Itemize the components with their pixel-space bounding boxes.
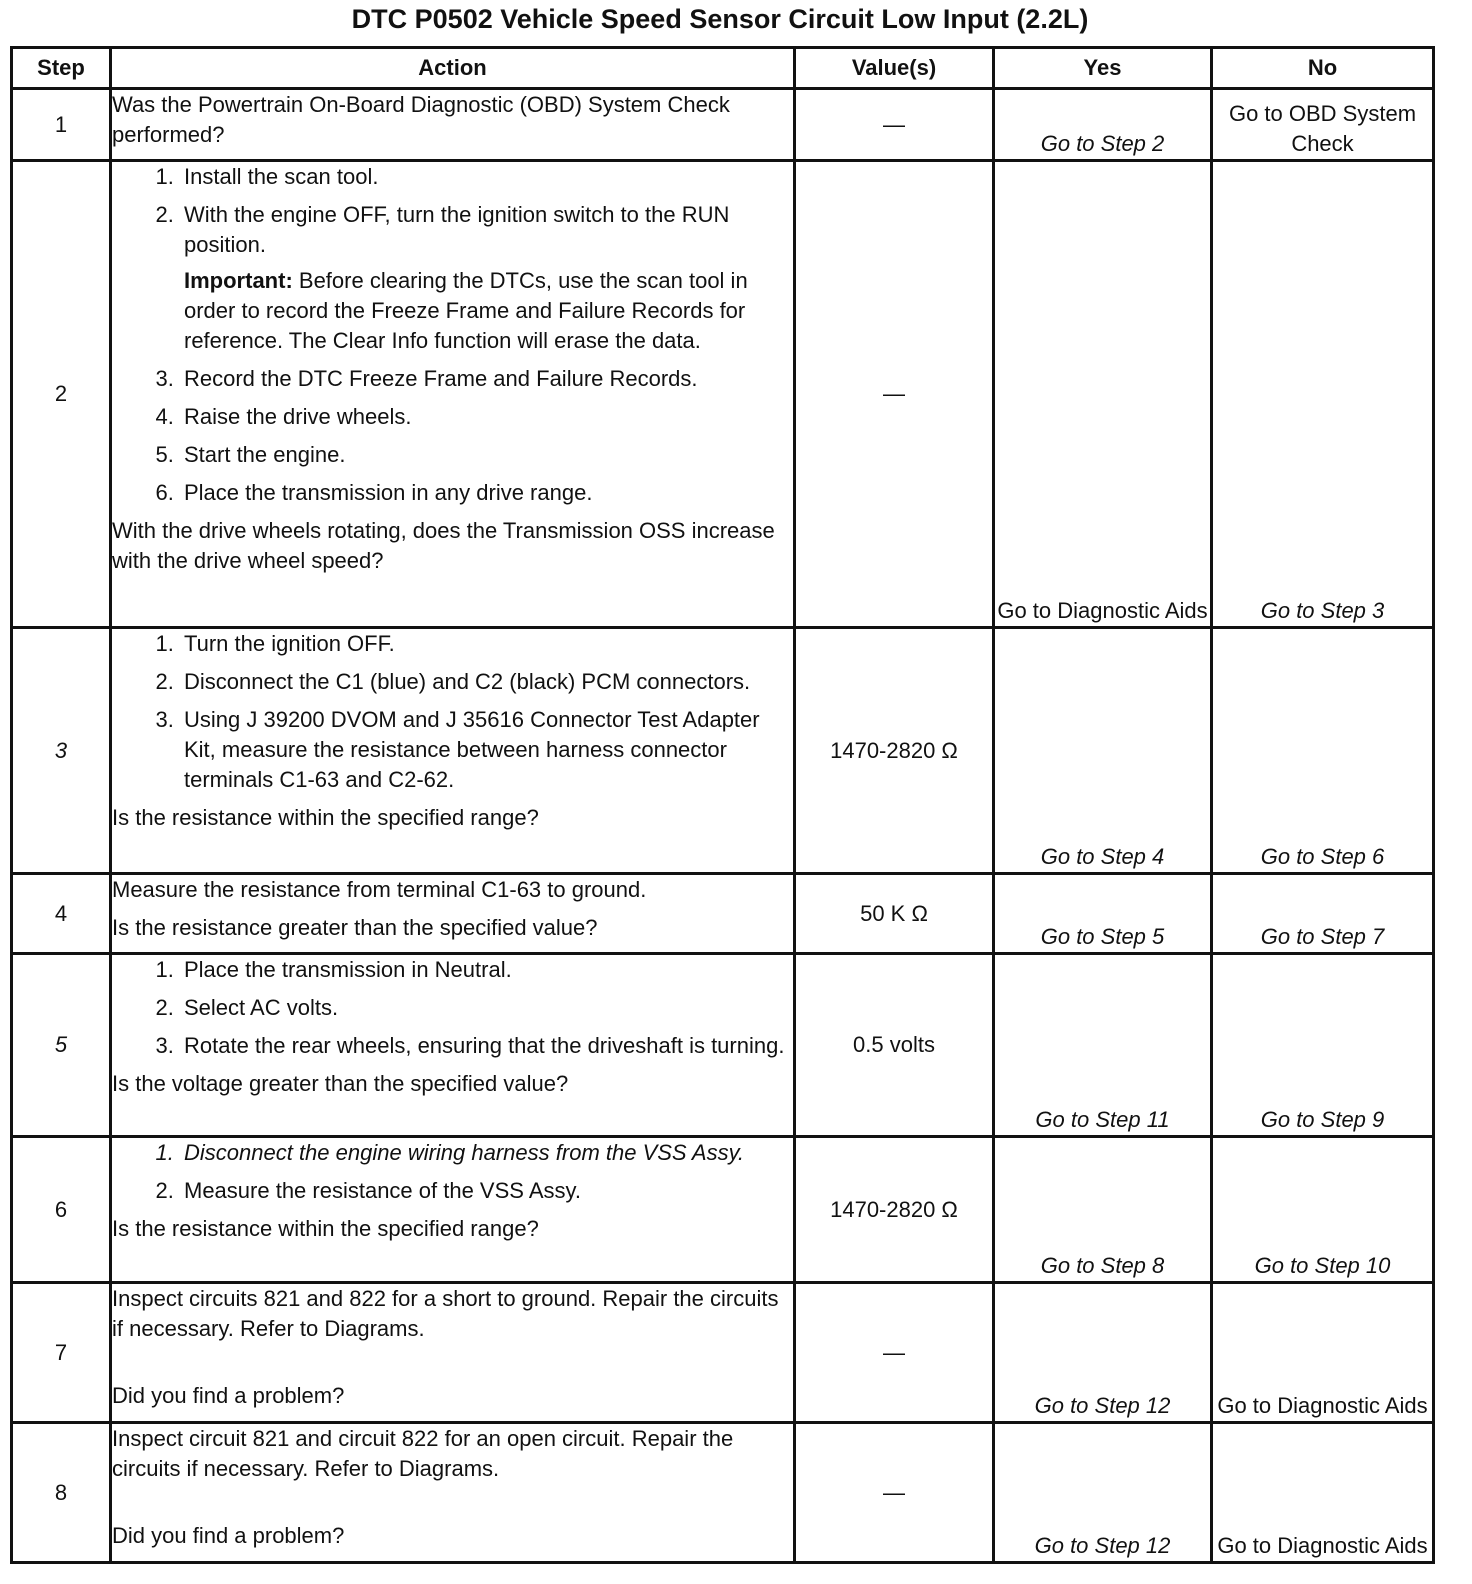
action-cell (111, 874, 795, 954)
value-cell: — (795, 1423, 994, 1563)
procedure-item: 3. Record the DTC Freeze Frame and Failure Records. (180, 364, 793, 394)
action-cell (111, 1423, 795, 1563)
yes-cell (994, 954, 1212, 1137)
yes-cell (994, 1423, 1212, 1563)
yes-outcome: Go to Step 4 (1040, 844, 1165, 869)
procedure-item: 1. Disconnect the engine wiring harness from the VSS Assy. (180, 1138, 793, 1168)
important-label: Important: (184, 268, 293, 293)
yes-cell (994, 874, 1212, 954)
action-question: Did you find a problem? (112, 1523, 345, 1548)
header-action: Action (111, 48, 795, 89)
yes-outcome: Go to Step 12 (1034, 1393, 1171, 1418)
procedure-item: 2. With the engine OFF, turn the ignition switch to the RUN position. (180, 200, 793, 260)
step-number: 2 (12, 161, 111, 628)
action-cell (111, 161, 795, 628)
step-number: 7 (12, 1283, 111, 1423)
yes-cell (994, 89, 1212, 161)
yes-cell (994, 1137, 1212, 1283)
procedure-list (112, 955, 793, 1061)
procedure-item: 4. Raise the drive wheels. (180, 402, 793, 432)
yes-cell (994, 1283, 1212, 1423)
yes-outcome: Go to Step 8 (1040, 1253, 1165, 1278)
table-header-row (12, 48, 1434, 89)
value-cell: — (795, 89, 994, 161)
value-cell: 1470-2820 Ω (795, 1137, 994, 1283)
procedure-item: 3. Rotate the rear wheels, ensuring that the driveshaft is turning. (180, 1031, 793, 1061)
table-row (12, 161, 1434, 628)
action-cell (111, 1283, 795, 1423)
header-values: Value(s) (795, 48, 994, 89)
action-question: Is the resistance within the specified range? (112, 1216, 539, 1241)
action-text: Inspect circuit 821 and circuit 822 for an open circuit. Repair the circuits if necessary. Refer to Diagrams. (112, 1426, 734, 1481)
action-text: Inspect circuits 821 and 822 for a short to ground. Repair the circuits if necessary. Refer to Diagrams. (112, 1286, 779, 1341)
no-cell (1212, 1423, 1434, 1563)
yes-outcome: Go to Step 11 (1035, 1107, 1170, 1132)
value-cell: 1470-2820 Ω (795, 628, 994, 874)
no-outcome: Go to Step 10 (1254, 1253, 1391, 1278)
step-number: 4 (12, 874, 111, 954)
no-outcome: Go to OBD System Check (1228, 101, 1417, 156)
table-row (12, 628, 1434, 874)
action-question: Is the voltage greater than the specified value? (112, 1071, 569, 1096)
no-outcome: Go to Diagnostic Aids (1217, 1393, 1428, 1418)
no-outcome: Go to Step 7 (1260, 924, 1385, 949)
header-yes: Yes (994, 48, 1212, 89)
step-number: 6 (12, 1137, 111, 1283)
table-row (12, 89, 1434, 161)
procedure-item: 1. Place the transmission in Neutral. (180, 955, 793, 985)
action-cell (111, 954, 795, 1137)
no-outcome: Go to Diagnostic Aids (1217, 1533, 1428, 1558)
procedure-item: 1. Install the scan tool. (180, 162, 793, 192)
yes-outcome: Go to Step 5 (1040, 924, 1165, 949)
action-cell (111, 1137, 795, 1283)
value-cell: — (795, 1283, 994, 1423)
procedure-item: 5. Start the engine. (180, 440, 793, 470)
procedure-item: 3. Using J 39200 DVOM and J 35616 Connector Test Adapter Kit, measure the resistance between harness connector terminals C1-63 and C2-62. (180, 705, 793, 795)
no-cell (1212, 89, 1434, 161)
header-no: No (1212, 48, 1434, 89)
diagnostic-table (10, 46, 1435, 1564)
important-text: Before clearing the DTCs, use the scan tool in order to record the Freeze Frame and Failure Records for reference. The Clear Info function will erase the data. (184, 268, 748, 353)
procedure-list (112, 629, 793, 795)
no-outcome: Go to Step 9 (1260, 1107, 1385, 1132)
action-text: Measure the resistance from terminal C1-63 to ground. (112, 877, 647, 902)
procedure-item: 2. Disconnect the C1 (blue) and C2 (black) PCM connectors. (180, 667, 793, 697)
procedure-item: 6. Place the transmission in any drive range. (180, 478, 793, 508)
yes-cell (994, 628, 1212, 874)
procedure-list (112, 364, 793, 508)
step-number: 5 (12, 954, 111, 1137)
table-row (12, 1423, 1434, 1563)
action-question: With the drive wheels rotating, does the Transmission OSS increase with the drive wheel speed? (112, 518, 775, 573)
value-cell: 50 K Ω (795, 874, 994, 954)
table-row (12, 874, 1434, 954)
yes-cell (994, 161, 1212, 628)
value-cell: — (795, 161, 994, 628)
action-cell (111, 89, 795, 161)
no-outcome: Go to Step 6 (1260, 844, 1385, 869)
yes-outcome: Go to Step 2 (1040, 131, 1165, 156)
no-outcome: Go to Step 3 (1260, 598, 1385, 623)
document-title: DTC P0502 Vehicle Speed Sensor Circuit Low Input (2.2L) (351, 4, 1089, 34)
action-cell (111, 628, 795, 874)
no-cell (1212, 161, 1434, 628)
no-cell (1212, 954, 1434, 1137)
value-cell: 0.5 volts (795, 954, 994, 1137)
procedure-list (112, 1138, 793, 1206)
procedure-list (112, 162, 793, 260)
header-step: Step (12, 48, 111, 89)
table-row (12, 1283, 1434, 1423)
yes-outcome: Go to Diagnostic Aids (997, 598, 1208, 623)
important-note (184, 266, 793, 356)
table-row (12, 1137, 1434, 1283)
yes-outcome: Go to Step 12 (1034, 1533, 1171, 1558)
no-cell (1212, 628, 1434, 874)
procedure-item: 1. Turn the ignition OFF. (180, 629, 793, 659)
step-number: 1 (12, 89, 111, 161)
step-number: 3 (12, 628, 111, 874)
no-cell (1212, 874, 1434, 954)
action-question: Is the resistance greater than the specified value? (112, 915, 598, 940)
procedure-item: 2. Select AC volts. (180, 993, 793, 1023)
action-question: Is the resistance within the specified range? (112, 805, 539, 830)
no-cell (1212, 1137, 1434, 1283)
table-row (12, 954, 1434, 1137)
step-number: 8 (12, 1423, 111, 1563)
action-question: Did you find a problem? (112, 1383, 345, 1408)
action-question: Was the Powertrain On-Board Diagnostic (OBD) System Check performed? (112, 92, 730, 147)
procedure-item: 2. Measure the resistance of the VSS Assy. (180, 1176, 793, 1206)
no-cell (1212, 1283, 1434, 1423)
